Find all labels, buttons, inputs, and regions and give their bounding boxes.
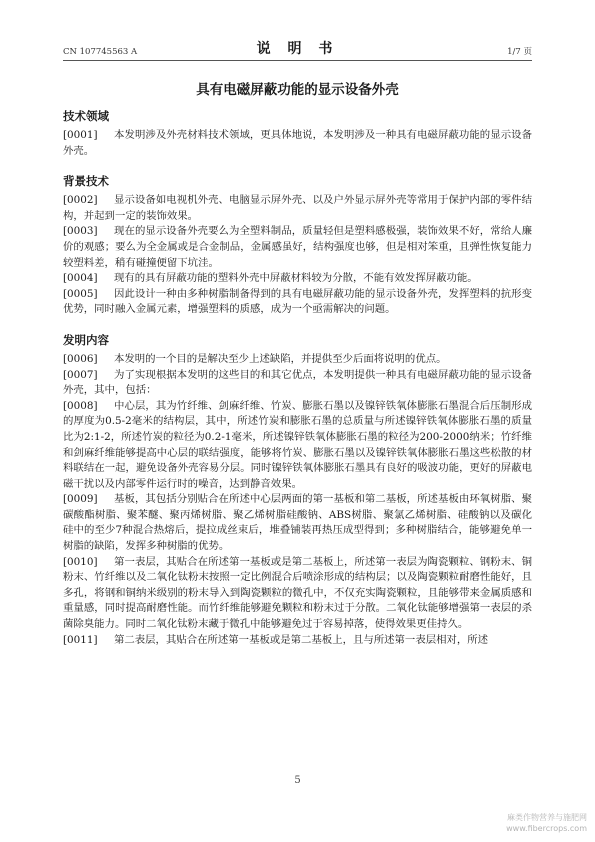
paragraph-number: [0006] (63, 352, 98, 365)
paragraph (63, 193, 532, 224)
paragraph (63, 352, 532, 368)
paragraph-number: [0004] (63, 272, 98, 285)
patent-number: CN 107745563 A (63, 47, 138, 57)
paragraph-text: 第一表层，其贴合在所述第一基板或是第二基板上，所述第一表层为陶瓷颗粒、钢粉末、铜粉末、竹纤维以及二氧化钛粉末按照一定比例混合后喷涂形成的结构层；以及陶瓷颗粒耐磨性能好，且多孔，将钢和铜纳米级别的粉末导入到陶瓷颗粒的微孔中，不仅充实陶瓷颗粒，且能够带来金属质感和重量感，同时提高耐磨性能。而竹纤维能够避免颗粒和粉末过于分散。二氧化钛能够增强第一表层的杀菌除臭能力。同时二氧化钛粉末藏于微孔中能够避免过于容易掉落，使得效果更佳持久。 (63, 555, 532, 631)
section-heading: 背景技术 (63, 174, 109, 189)
paragraph-text: 本发明涉及外壳材料技术领域，更具体地说，本发明涉及一种具有电磁屏蔽功能的显示设备外壳。 (63, 129, 532, 157)
section-technical-field (63, 108, 532, 159)
paragraph-number: [0002] (63, 194, 98, 207)
paragraph-number: [0010] (63, 555, 98, 568)
paragraph (63, 224, 532, 271)
document-title: 具有电磁屏蔽功能的显示设备外壳 (196, 82, 399, 98)
section-summary (63, 332, 532, 648)
watermark-url: www.fibercrops.com (506, 824, 587, 833)
paragraph-number: [0003] (63, 225, 98, 238)
paragraph (63, 399, 532, 493)
paragraph-text: 显示设备如电视机外壳、电脑显示屏外壳、以及户外显示屏外壳等常用于保护内部的零件结构，并起到一定的装饰效果。 (63, 194, 532, 222)
section-heading: 技术领域 (63, 109, 109, 123)
paragraph (63, 271, 532, 287)
site-watermark (506, 812, 587, 834)
document-body (63, 108, 532, 662)
paragraph-number: [0005] (63, 287, 98, 300)
paragraph-text: 现在的显示设备外壳要么为全塑料制品，质量轻但是塑料感极强，装饰效果不好，常给人廉价的观感；要么为全金属或是合金制品，金属感虽好，结构强度也够，但是相对笨重，且弹性恢复能力较塑料差，稍有碰撞便留下坑洼。 (63, 225, 532, 269)
watermark-site-name: 麻类作物营养与施肥网 (507, 813, 587, 822)
paragraph-number: [0011] (63, 633, 98, 646)
paragraph (63, 555, 532, 633)
paragraph-text: 基板，其包括分别贴合在所述中心层两面的第一基板和第二基板，所述基板由环氧树脂、聚碳酸酯树脂、聚苯醚、聚丙烯树脂、聚乙烯树脂硅酸钠、ABS树脂、聚氯乙烯树脂、硅酸钠以及碳化硅中的至少7种混合热熔后，提拉成丝束后，堆叠铺装再热压成型得到；多种树脂结合，能够避免单一树脂的缺陷，发挥多种树脂的优势。 (63, 493, 532, 553)
section-background (63, 173, 532, 318)
paragraph (63, 128, 532, 159)
paragraph-text: 本发明的一个目的是解决至少上述缺陷，并提供至少后面将说明的优点。 (114, 352, 447, 365)
paragraph-text: 为了实现根据本发明的这些目的和其它优点，本发明提供一种具有电磁屏蔽功能的显示设备外壳，其中，包括： (63, 368, 532, 397)
paragraph-number: [0009] (63, 493, 98, 506)
paragraph-number: [0001] (63, 129, 98, 141)
section-heading: 发明内容 (63, 332, 109, 347)
page-info: 1/7 页 (507, 47, 532, 57)
document-type-label: 说 明 书 (256, 41, 339, 57)
paragraph (63, 633, 532, 649)
paragraph-number: [0008] (63, 399, 98, 412)
paragraph (63, 492, 532, 554)
paragraph-text: 第二表层，其贴合在所述第一基板或是第二基板上，且与所述第一表层相对，所述 (114, 633, 489, 646)
page-number: 5 (294, 775, 301, 786)
paragraph-number: [0007] (63, 368, 98, 381)
page-header (63, 36, 532, 61)
paragraph (63, 368, 532, 399)
paragraph-text: 现有的具有屏蔽功能的塑料外壳中屏蔽材料较为分散，不能有效发挥屏蔽功能。 (114, 272, 478, 285)
paragraph (63, 287, 532, 318)
paragraph-text: 中心层，其为竹纤维、剑麻纤维、竹炭、膨胀石墨以及镍锌铁氧体膨胀石墨混合后压制形成的厚度为0.5-2毫米的结构层，其中，所述竹炭和膨胀石墨的总质量与所述镍锌铁氧体膨胀石墨的质量比为2:1-2，所述竹炭的粒径为0.2-1毫米，所述镍锌铁氧体膨胀石墨的粒径为200-2000纳米；竹纤维和剑麻纤维能够提高中心层的联结强度，能够将竹炭、膨胀石墨以及镍锌铁氧体膨胀石墨这些松散的材料联结在一起，避免设备外壳容易分层。同时镍锌铁氧体膨胀石墨具有良好的吸波功能，更好的屏蔽电磁干扰以及内部零件运行时的噪音，达到静音效果。 (63, 399, 532, 490)
paragraph-text: 因此设计一种由多种树脂制备得到的具有电磁屏蔽功能的显示设备外壳，发挥塑料的抗形变优势，同时融入金属元素，增强塑料的质感，成为一个亟需解决的问题。 (63, 287, 532, 316)
